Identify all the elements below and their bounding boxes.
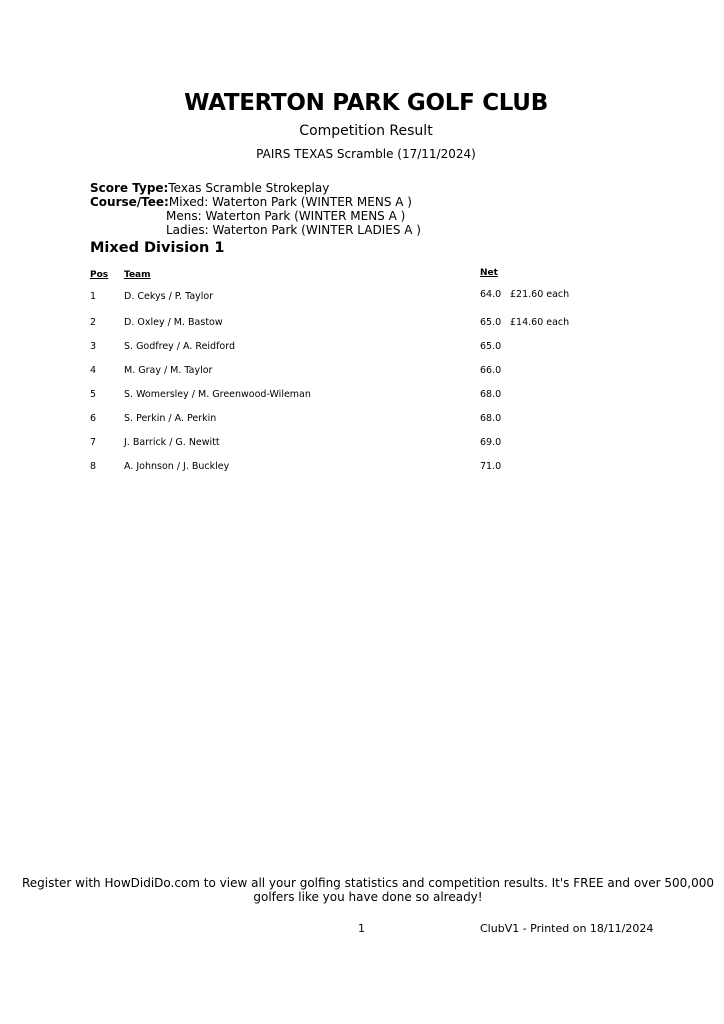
row-team: S. Perkin / A. Perkin bbox=[124, 413, 217, 424]
column-header-team: Team bbox=[124, 270, 151, 280]
course-line-mens: Mens: Waterton Park (WINTER MENS A ) bbox=[166, 209, 406, 223]
course-line-ladies: Ladies: Waterton Park (WINTER LADIES A ) bbox=[166, 223, 421, 237]
division-title: Mixed Division 1 bbox=[90, 240, 225, 256]
course-tee-line bbox=[90, 195, 412, 209]
row-net: 64.0 bbox=[480, 289, 502, 300]
page-number: 1 bbox=[358, 922, 365, 935]
course-line-mixed: Mixed: Waterton Park (WINTER MENS A ) bbox=[168, 195, 412, 209]
row-team: J. Barrick / G. Newitt bbox=[124, 437, 220, 448]
competition-name: PAIRS TEXAS Scramble (17/11/2024) bbox=[256, 147, 476, 161]
row-position: 7 bbox=[90, 437, 97, 448]
score-type-line bbox=[90, 181, 329, 195]
row-net: 66.0 bbox=[480, 365, 502, 376]
page-subtitle: Competition Result bbox=[299, 123, 433, 139]
row-net: 71.0 bbox=[480, 461, 502, 472]
row-net: 68.0 bbox=[480, 389, 502, 400]
row-team: D. Oxley / M. Bastow bbox=[124, 317, 223, 328]
row-position: 6 bbox=[90, 413, 97, 424]
row-position: 3 bbox=[90, 341, 97, 352]
column-header-pos: Pos bbox=[90, 270, 109, 280]
row-prize: £21.60 each bbox=[510, 289, 570, 300]
row-net: 65.0 bbox=[480, 317, 502, 328]
row-team: S. Womersley / M. Greenwood-Wileman bbox=[124, 389, 311, 400]
row-team: A. Johnson / J. Buckley bbox=[124, 461, 230, 472]
row-net: 69.0 bbox=[480, 437, 502, 448]
row-net: 65.0 bbox=[480, 341, 502, 352]
row-position: 4 bbox=[90, 365, 97, 376]
row-team: D. Cekys / P. Taylor bbox=[124, 291, 214, 302]
row-net: 68.0 bbox=[480, 413, 502, 424]
course-tee-label: Course/Tee: bbox=[90, 195, 169, 209]
row-prize: £14.60 each bbox=[510, 317, 570, 328]
row-team: S. Godfrey / A. Reidford bbox=[124, 341, 236, 352]
score-type-label: Score Type: bbox=[90, 181, 169, 195]
row-position: 8 bbox=[90, 461, 97, 472]
row-position: 2 bbox=[90, 317, 97, 328]
printed-info: ClubV1 - Printed on 18/11/2024 bbox=[480, 922, 654, 935]
footer-message: Register with HowDidiDo.com to view all your golfing statistics and competition results. It's FREE and over 500,000 golfers like you have done so already! bbox=[21, 876, 715, 904]
score-type-value: Texas Scramble Strokeplay bbox=[168, 181, 330, 195]
row-position: 1 bbox=[90, 291, 97, 302]
club-title: WATERTON PARK GOLF CLUB bbox=[184, 90, 548, 116]
column-header-net: Net bbox=[480, 268, 498, 278]
row-team: M. Gray / M. Taylor bbox=[124, 365, 213, 376]
row-position: 5 bbox=[90, 389, 97, 400]
